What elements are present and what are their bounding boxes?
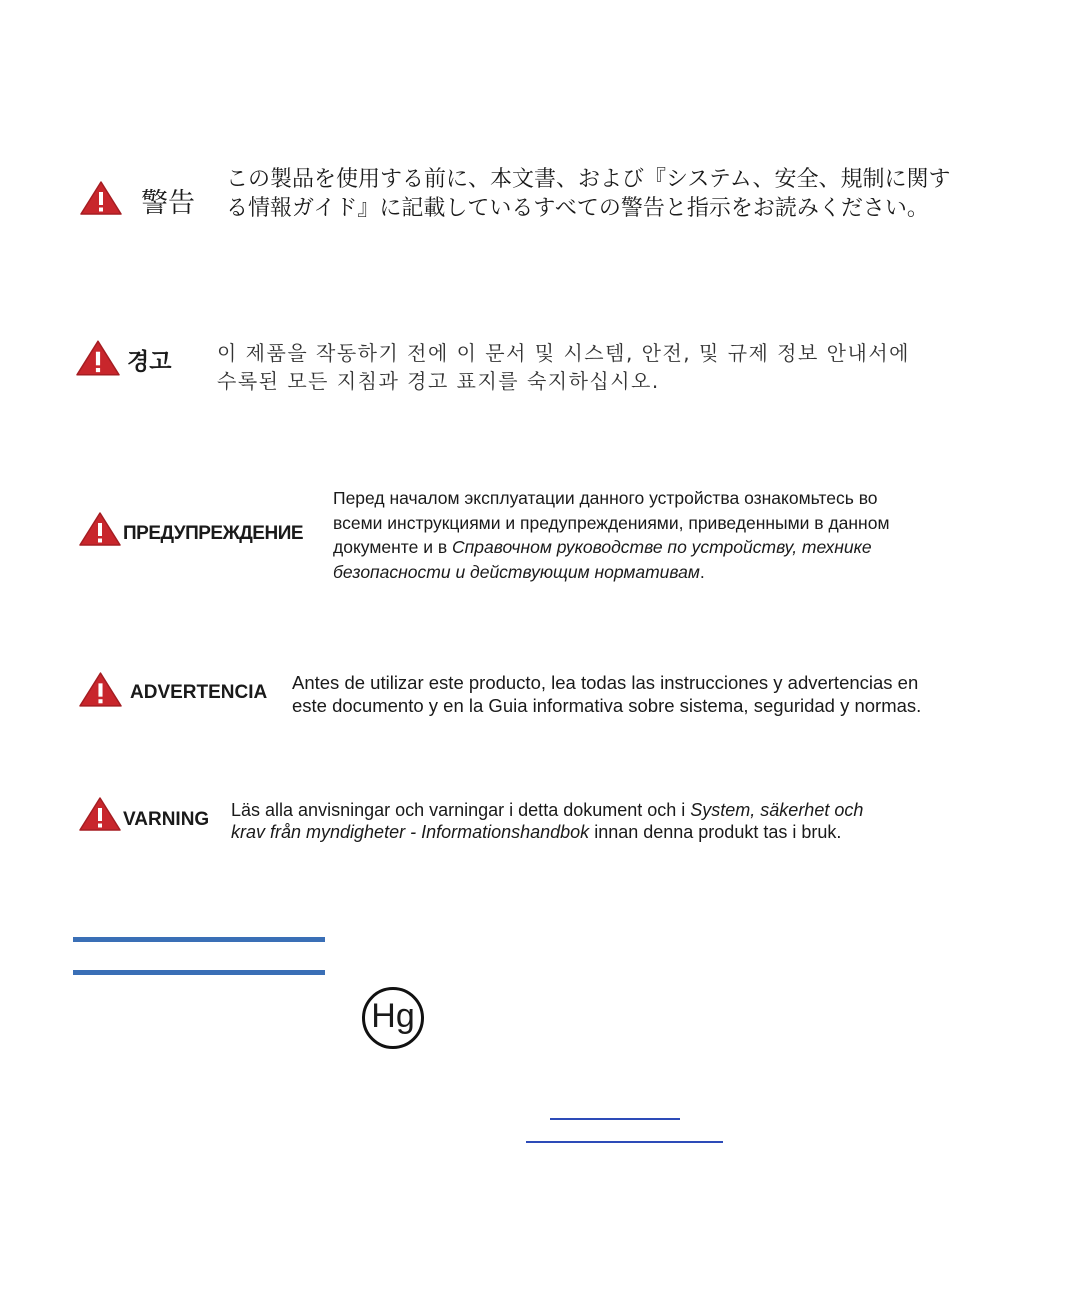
hyperlink-underline[interactable] xyxy=(526,1141,723,1143)
warning-text-run: 수록된 모든 지침과 경고 표지를 숙지하십시오. xyxy=(217,369,660,393)
warning-label: ПРЕДУПРЕЖДЕНИЕ xyxy=(123,523,304,544)
warning-text-run: innan denna produkt tas i bruk. xyxy=(589,822,842,842)
warning-text-run: System, säkerhet och xyxy=(690,800,864,820)
warning-triangle-icon xyxy=(79,512,121,546)
warning-text-run: este documento y en la Guia informativa sobre sistema, seguridad y normas. xyxy=(292,695,922,716)
section-rule-bottom xyxy=(73,970,325,975)
warning-text-line xyxy=(226,165,950,194)
warning-text xyxy=(226,165,950,223)
warning-label: 경고 xyxy=(127,349,172,375)
warning-label: ADVERTENCIA xyxy=(130,682,268,703)
warning-text-run: Antes de utilizar este producto, lea todas las instrucciones y advertencias en xyxy=(292,672,919,693)
warning-text-run: Läs alla anvisningar och varningar i detta dokument och i xyxy=(231,800,691,820)
warning-triangle-icon xyxy=(79,797,121,831)
hyperlink-underline[interactable] xyxy=(550,1118,680,1120)
warning-text-line xyxy=(231,821,863,843)
warning-text-run: krav från myndigheter - Informationshandbok xyxy=(231,822,590,842)
warning-text-line xyxy=(292,671,921,694)
warning-text-line xyxy=(292,694,921,717)
warning-text-line xyxy=(217,367,910,395)
warning-text-run: Перед началом эксплуатации данного устройства ознакомьтесь во xyxy=(333,488,878,508)
warning-text-line xyxy=(333,560,890,585)
warning-text xyxy=(292,671,921,717)
warning-text-line xyxy=(333,535,890,560)
warning-text-run: 이 제품을 작동하기 전에 이 문서 및 시스템, 안전, 및 규제 정보 안내서에 xyxy=(217,341,910,365)
mercury-symbol-icon: Hg xyxy=(362,987,424,1049)
warning-triangle-icon xyxy=(80,181,122,215)
warning-text-line xyxy=(226,194,950,223)
warning-text-line xyxy=(333,486,890,511)
warning-text-run: この製品を使用する前に、本文書、および『システム、安全、規制に関す xyxy=(226,167,951,192)
warning-label: VARNING xyxy=(123,809,210,830)
warning-label: 警告 xyxy=(141,188,195,219)
warning-text-run: документе и в xyxy=(333,537,452,557)
warning-text xyxy=(217,339,910,395)
warning-text xyxy=(231,799,863,843)
warning-text-run: безопасности и действующим нормативам xyxy=(333,561,700,582)
warning-text-run: всеми инструкциями и предупреждениями, приведенными в данном xyxy=(333,512,890,533)
section-rule-top xyxy=(73,937,325,942)
warning-text-line xyxy=(217,339,910,367)
warning-text-run: Справочном руководстве по устройству, технике xyxy=(452,537,872,557)
warning-text-run: . xyxy=(699,561,705,582)
warning-text-line xyxy=(231,799,863,821)
warning-text-run: る情報ガイド』に記載しているすべての警告と指示をお読みください。 xyxy=(226,196,929,221)
warning-text-line xyxy=(333,511,890,536)
warning-triangle-icon xyxy=(79,672,122,707)
warning-text xyxy=(333,486,890,584)
warning-triangle-icon xyxy=(76,340,120,376)
